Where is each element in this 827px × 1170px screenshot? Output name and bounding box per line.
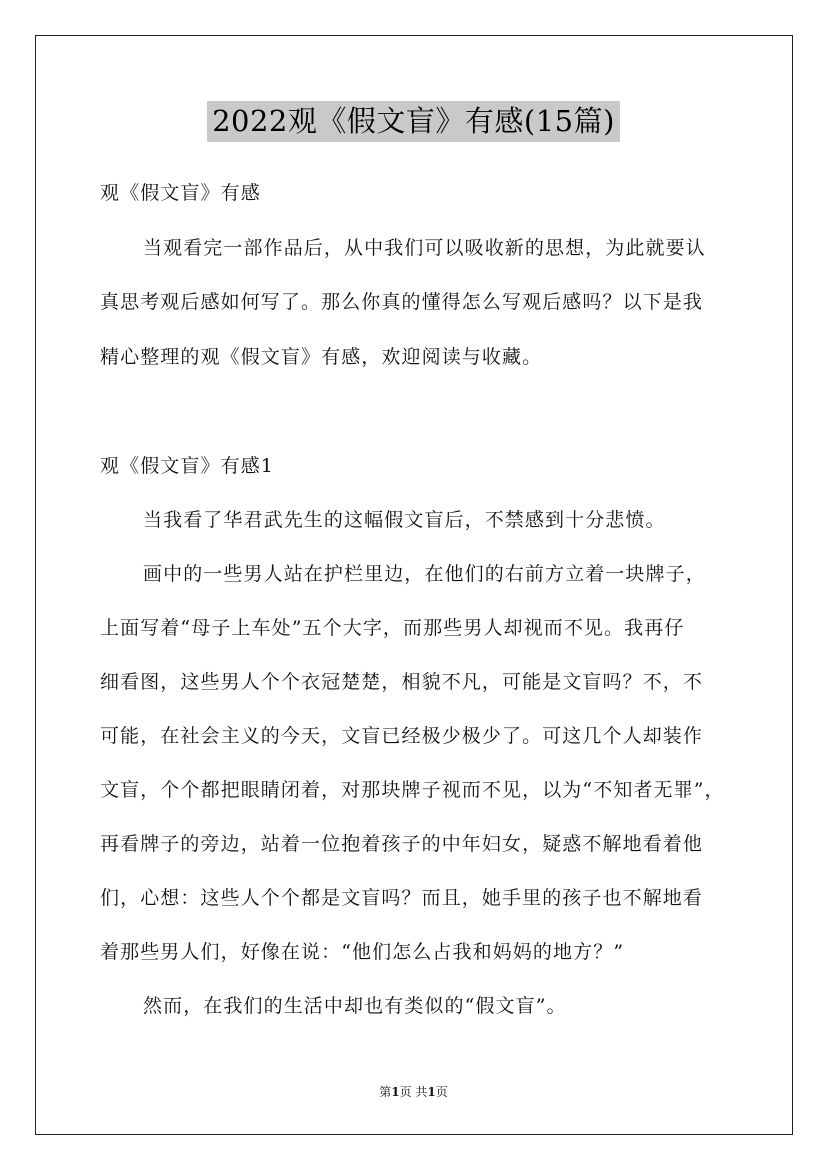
document-title: 2022观《假文盲》有感(15篇) xyxy=(207,101,620,142)
section1-line-6: 文盲，个个都把眼睛闭着，对那块牌子视而不见，以为“不知者无罪”， xyxy=(100,779,725,801)
footer-page-current: 1 xyxy=(391,1085,400,1099)
section1-line-3: 上面写着“母子上车处”五个大字，而那些男人却视而不见。我再仔 xyxy=(100,617,685,639)
section1-line-9: 着那些男人们，好像在说：“他们怎么占我和妈妈的地方？” xyxy=(100,941,625,963)
title-container xyxy=(0,101,827,142)
section1-line-4: 细看图，这些男人个个衣冠楚楚，相貌不凡，可能是文盲吗？不，不 xyxy=(100,671,704,693)
intro-line-3: 精心整理的观《假文盲》有感，欢迎阅读与收藏。 xyxy=(100,346,543,368)
section1-line-7: 再看牌子的旁边，站着一位抱着孩子的中年妇女，疑惑不解地看着他 xyxy=(100,833,704,855)
intro-line-2: 真思考观后感如何写了。那么你真的懂得怎么写观后感吗？以下是我 xyxy=(100,291,704,313)
intro-heading: 观《假文盲》有感 xyxy=(100,182,261,204)
section1-line-1: 当我看了华君武先生的这幅假文盲后，不禁感到十分悲愤。 xyxy=(143,509,666,531)
page-footer xyxy=(0,1084,827,1100)
section1-line-5: 可能，在社会主义的今天，文盲已经极少极少了。可这几个人却装作 xyxy=(100,725,704,747)
section1-line-10: 然而，在我们的生活中却也有类似的“假文盲”。 xyxy=(143,995,567,1017)
intro-line-1: 当观看完一部作品后，从中我们可以吸收新的思想，为此就要认 xyxy=(143,237,706,259)
section1-heading: 观《假文盲》有感1 xyxy=(100,455,274,477)
section1-line-2: 画中的一些男人站在护栏里边，在他们的右前方立着一块牌子， xyxy=(143,563,706,585)
footer-page-mid: 页 共 xyxy=(399,1085,428,1099)
footer-page-prefix: 第 xyxy=(379,1085,392,1099)
section1-line-8: 们，心想：这些人个个都是文盲吗？而且，她手里的孩子也不解地看 xyxy=(100,887,704,909)
footer-page-total: 1 xyxy=(427,1085,436,1099)
footer-page-suffix: 页 xyxy=(435,1085,448,1099)
